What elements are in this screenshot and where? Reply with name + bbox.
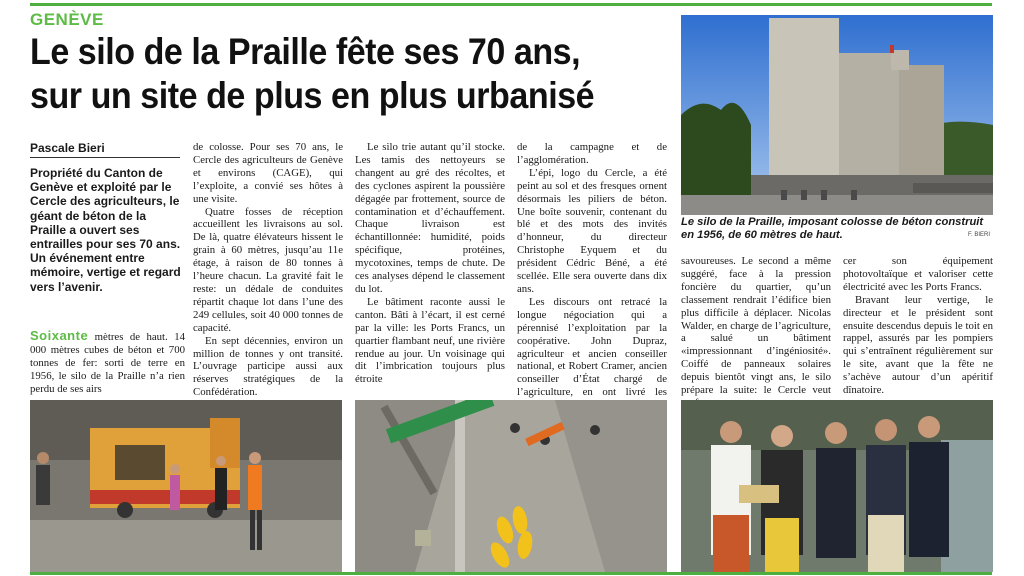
headline-line-1: Le silo de la Praille fête ses 70 ans, [30,31,581,72]
byline-rule [30,157,180,158]
guests-photo [681,400,993,572]
body-paragraph: En sept décennies, environ un million de tonnes y ont transité. L’ouvrage participe aussi aux réserves stratégiques de la Confédération. [193,334,343,399]
body-paragraph: Bravant leur vertige, le directeur et le président sont ensuite descendus depuis le toit en rappel, assurés par les pompiers qui s’entraînent régulièrement sur le site, avant que la fête ne s’achève autour d’un apéritif dînatoire. [843,293,993,397]
locomotive-photo [30,400,342,572]
silo-interior-photo-image [355,400,667,572]
silo-photo [681,15,993,215]
section-label: GENÈVE [30,10,104,29]
locomotive-photo-image [30,400,342,572]
article-headline [30,30,670,118]
body-paragraph [30,330,185,396]
photo-credit: F. BIERI [968,232,991,238]
body-paragraph: savoureuses. Le second a même suggéré, face à la pression foncière du quartier, qu’un classement rendrait l’édifice bien plus difficile à déplacer. Nicolas Walder, en charge de l’agriculture, a salué un bâtiment «impressionnant d’ingéniosité». Coiffé de panneaux solaires depuis bientôt vingt ans, le silo prépare la suite: le Cercle veut [681,255,831,397]
body-paragraph: de la campagne et de l’agglomération. [517,141,667,166]
drop-cap-word: Soixante [30,328,89,343]
body-column-6 [843,255,993,397]
author-byline: Pascale Bieri [30,141,105,155]
top-accent-rule [30,3,992,6]
body-paragraph: cer son équipement photovoltaïque et valoriser cette électricité avec les Ports Francs. [843,255,993,293]
body-paragraph: Quatre fosses de réception accueillent les livraisons au sol. De là, quatre élévateurs hissent le grain à 60 mètres, jusqu’au 11e étage, à raison de 80 tonnes à l’heure chacun. La gravité fait le reste: un dédale de conduites répartit chaque lot dans l’une des 249 cellules, soit 40 000 tonnes de capacité. [193,205,343,334]
body-text: mètres de haut. 14 000 mètres cubes de béton et 700 tonnes de fer: sorti de terre en 1956, le silo de la Praille n’a rien perdu de ses airs [30,331,185,395]
body-column-2 [193,141,343,399]
lead-paragraph-1: Propriété du Canton de Genève et exploité par le Cercle des agriculteurs, le géant de béton de la Praille a ouvert ses entrailles pour ses 70 ans. [30,166,181,252]
photo-caption: Le silo de la Praille, imposant colosse de béton construit en 1956, de 60 mètres de haut. [681,216,984,241]
body-column-5 [681,255,831,410]
article-lead [30,166,185,294]
body-column-3 [355,141,505,386]
body-paragraph: L’épi, logo du Cercle, a été peint au sol et des fresques ornent désormais les piliers de béton. Une boîte souvenir, contenant du blé et des mots des invités d’honneur, du directeur Christophe Eyquem et du président Cédric Béné, a été scellée. Elle sera ouverte dans dix ans. [517,166,667,295]
silo-interior-photo [355,400,667,572]
bottom-accent-rule [30,572,992,575]
silo-photo-image [681,15,993,215]
headline-line-2: sur un site de plus en plus urbanisé [30,75,595,116]
lead-paragraph-2: Un événement entre mémoire, vertige et regard vers l’avenir. [30,251,181,294]
guests-photo-image [681,400,993,572]
body-paragraph: Les discours ont retracé la longue négociation qui a pérennisé l’exploitation par la coopérative. John Dupraz, agriculteur et ancien conseiller national, et Robert Cramer, ancien conseiller d’État chargé de l’agriculture, en ont livré les [517,295,667,399]
body-column-4 [517,141,667,412]
body-column-1 [30,330,185,396]
body-paragraph: de colosse. Pour ses 70 ans, le Cercle des agriculteurs de Genève et environs (CAGE), qui l’exploite, a convié ses hôtes à une visite. [193,141,343,205]
body-paragraph: Le bâtiment raconte aussi le canton. Bâti à l’écart, il est cerné par la ville: les Ports Francs, un quartier flambant neuf, une rivière rendue au jour. Un voisinage qui dit l’imbrication toujours plus étroite [355,295,505,386]
body-paragraph: Le silo trie autant qu’il stocke. Les tamis des nettoyeurs se changent au gré des récoltes, et des cyclones aspirent la poussière dégagée par frottement, source de contamination et d’échauffement. Chaque livraison est échantillonnée: humidité, poids spécifique, protéines, mycotoxines, temps de chute. De ces analyses dépend le classement du lot. [355,141,505,295]
